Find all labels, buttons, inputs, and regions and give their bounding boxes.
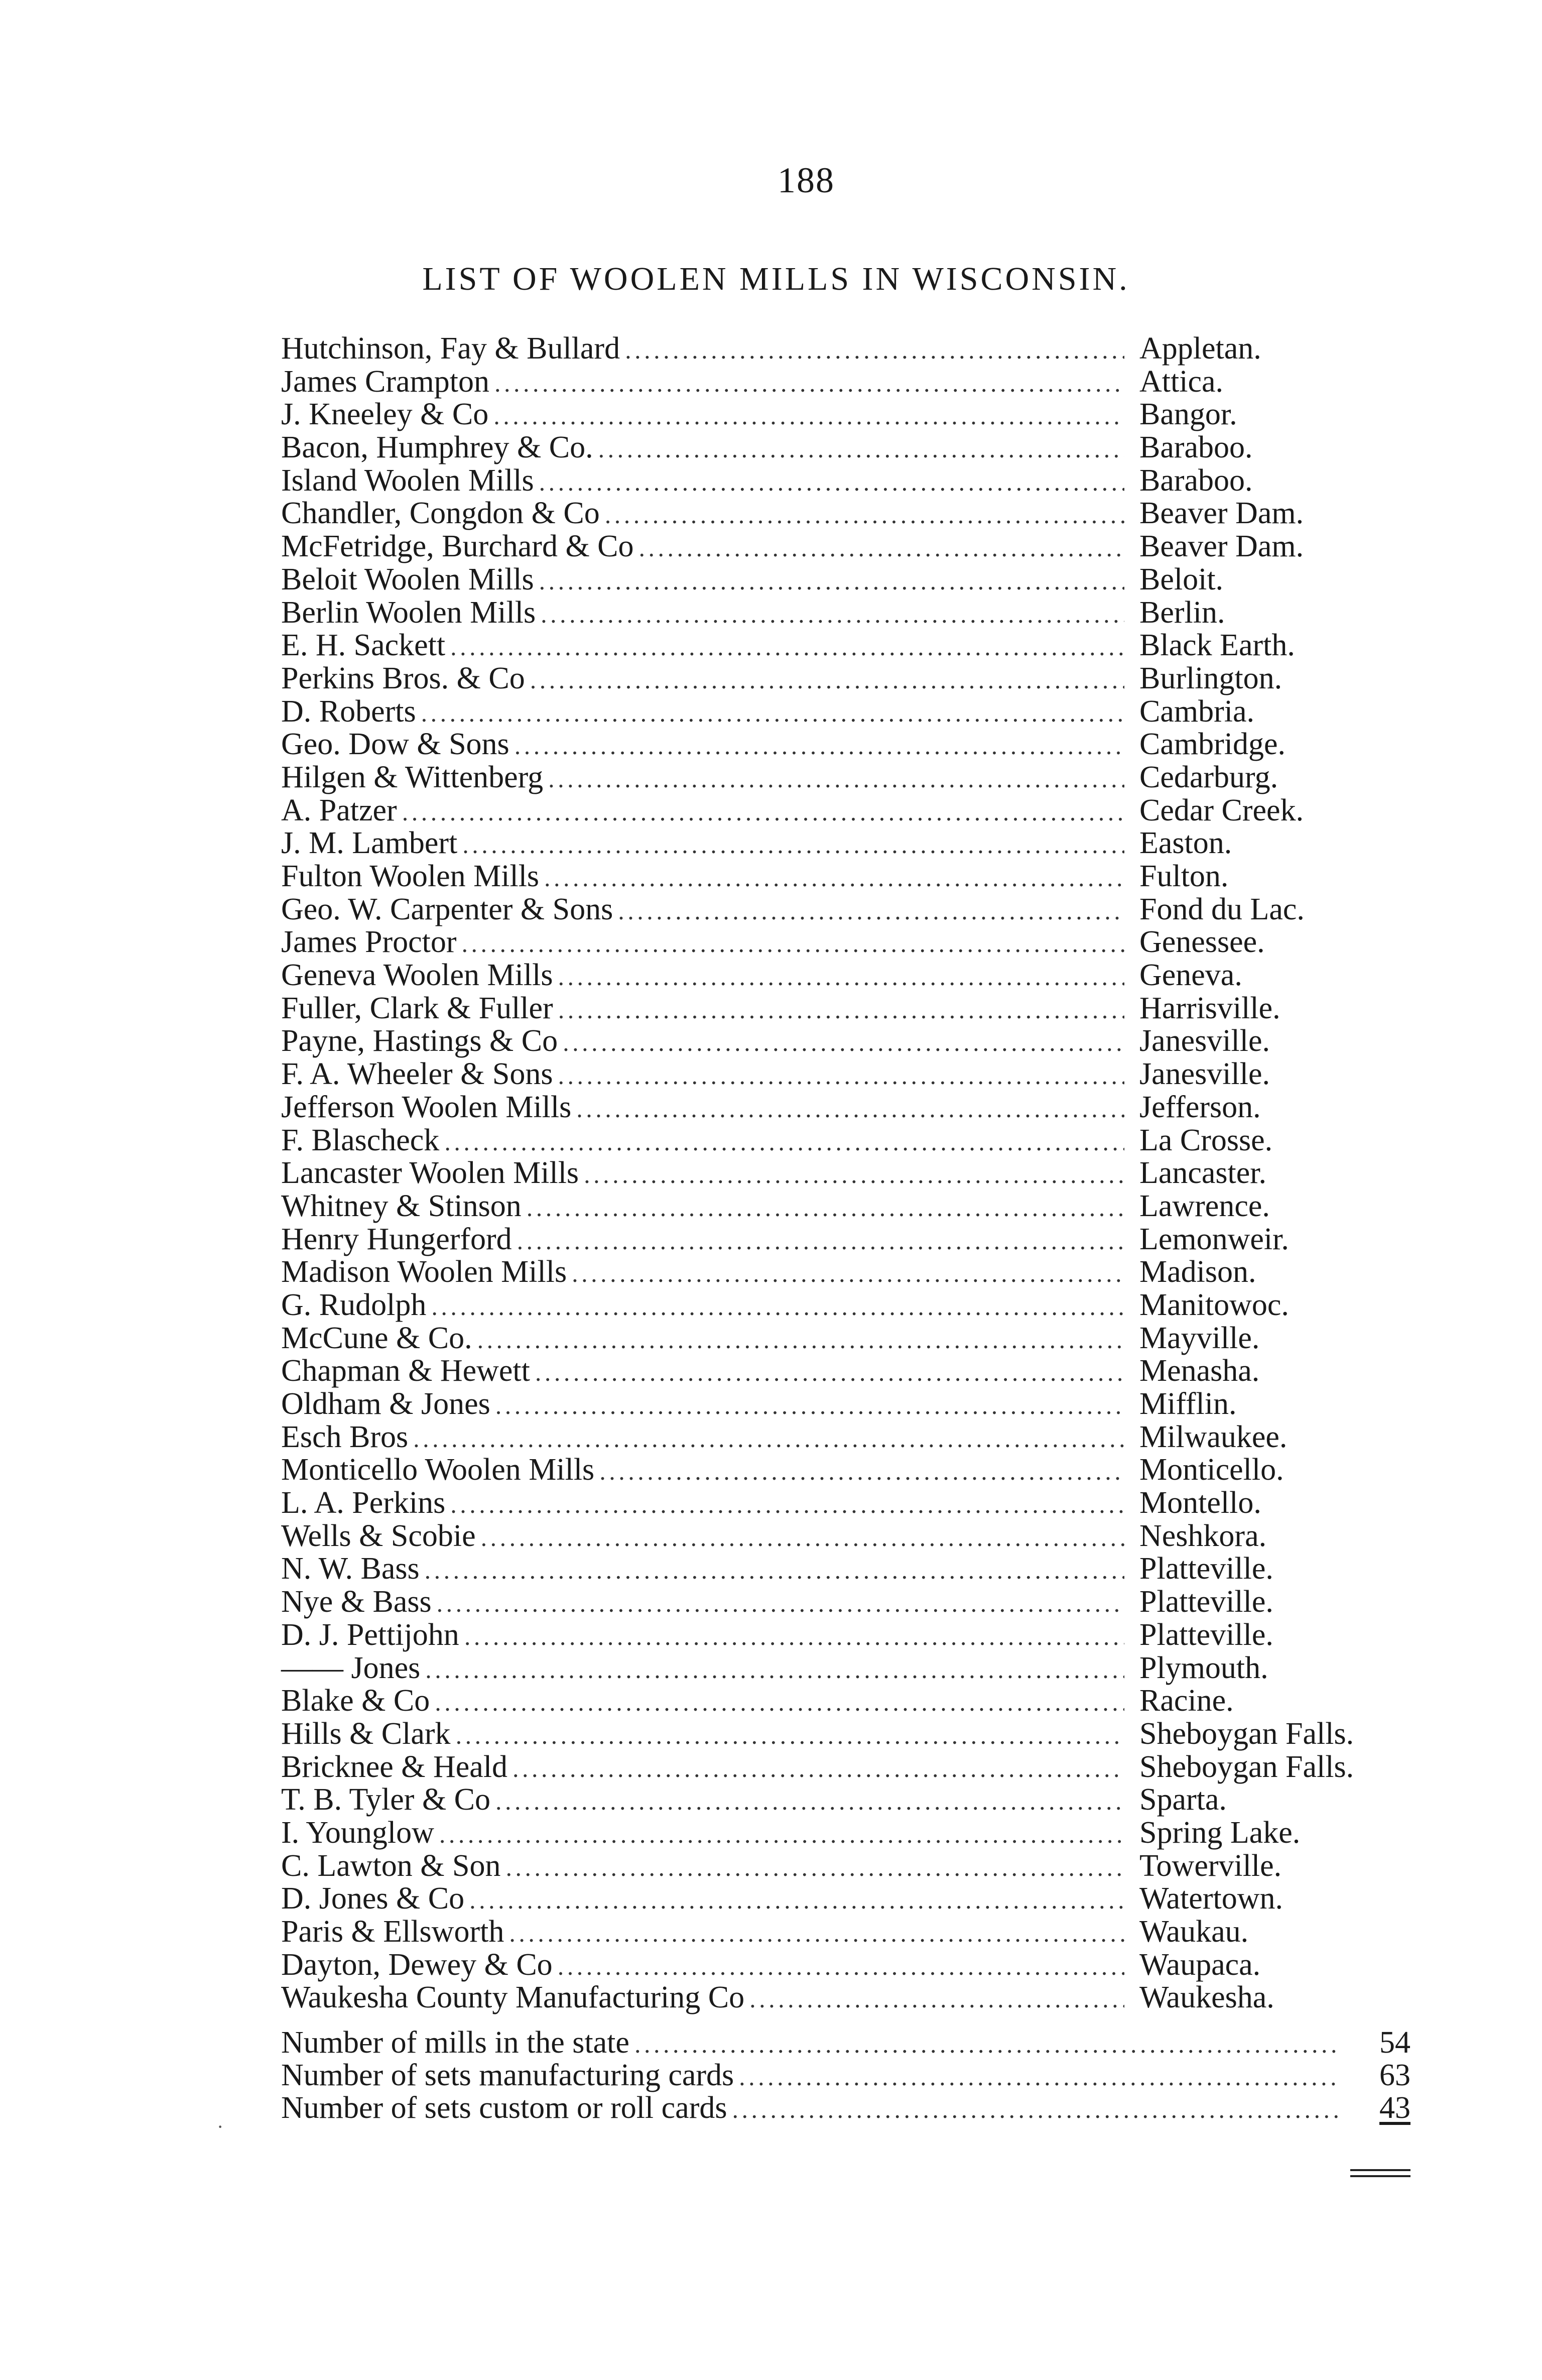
mill-row [281,431,1416,464]
dot-leader [563,1026,1124,1059]
mill-location: Beaver Dam. [1139,496,1304,531]
mill-location: Bangor. [1139,397,1237,432]
mill-name: Bricknee & Heald [281,1749,508,1784]
mill-name: D. J. Pettijohn [281,1617,459,1652]
mill-name: Jefferson Woolen Mills [281,1090,572,1124]
mill-location: Geneva. [1139,958,1242,993]
totals-list [281,2027,1410,2124]
mill-location: Menasha. [1139,1354,1260,1388]
mill-location: Sparta. [1139,1782,1227,1817]
dot-leader [749,1983,1124,2016]
mill-location: Spring Lake. [1139,1815,1301,1850]
mill-location: Harrisville. [1139,991,1280,1025]
mill-row [281,1322,1416,1355]
mill-row [281,926,1416,959]
mill-name: Esch Bros [281,1419,409,1454]
mill-row [281,1652,1416,1685]
mill-name: McFetridge, Burchard & Co [281,529,634,564]
mill-location: Waukau. [1139,1915,1249,1949]
mill-name: Beloit Woolen Mills [281,562,534,597]
mill-row [281,992,1416,1025]
mill-location: Cambridge. [1139,727,1286,762]
mill-row [281,563,1416,597]
total-label: Number of sets custom or roll cards [281,2091,727,2125]
mill-location: Waukesha. [1139,1980,1274,2015]
mill-name: Chandler, Congdon & Co [281,496,600,531]
dot-leader [512,1752,1124,1786]
total-row [281,2092,1410,2124]
mill-location: Mifflin. [1139,1387,1237,1421]
mill-name: Blake & Co [281,1684,430,1718]
mill-row [281,1058,1416,1091]
mill-row [281,1685,1416,1718]
mill-location: Beaver Dam. [1139,529,1304,564]
dot-leader [450,1488,1124,1521]
mill-location: Lawrence. [1139,1188,1270,1223]
mill-row [281,1421,1416,1454]
mill-row [281,530,1416,563]
mill-row [281,1817,1416,1850]
dot-leader [572,1257,1124,1290]
mill-location: Monticello. [1139,1453,1284,1487]
mill-row [281,629,1416,662]
mill-name: C. Lawton & Son [281,1848,501,1883]
dot-leader [739,2061,1340,2093]
mill-location: Manitowoc. [1139,1287,1289,1322]
mill-name: Hills & Clark [281,1716,451,1751]
dot-leader [732,2093,1340,2126]
dot-leader [509,1917,1124,1950]
mill-name: T. B. Tyler & Co [281,1782,491,1817]
dot-leader [421,697,1124,730]
mill-location: Burlington. [1139,661,1282,695]
mills-list [281,332,1416,2014]
mill-row [281,1718,1416,1751]
mill-name: James Proctor [281,925,457,960]
mill-location: Berlin. [1139,595,1225,630]
mill-name: F. A. Wheeler & Sons [281,1057,553,1092]
mill-location: Waupaca. [1139,1947,1261,1982]
dot-leader [558,961,1124,994]
mill-name: Geo. W. Carpenter & Sons [281,892,613,926]
mill-row [281,1520,1416,1553]
mill-row [281,728,1416,761]
mill-location: Neshkora. [1139,1518,1267,1553]
mill-row [281,398,1416,431]
mill-location: Watertown. [1139,1881,1283,1916]
dot-leader [558,994,1124,1027]
mill-location: Fulton. [1139,859,1229,893]
mill-name: Hutchinson, Fay & Bullard [281,331,620,366]
mill-location: Plymouth. [1139,1650,1268,1685]
mill-location: Cambria. [1139,694,1254,729]
mill-location: Easton. [1139,826,1232,861]
dot-leader [539,565,1124,598]
dot-leader [515,730,1124,763]
dot-leader [584,1158,1124,1192]
mill-row [281,1454,1416,1487]
total-label: Number of sets manufacturing cards [281,2058,734,2092]
mill-location: Genessee. [1139,925,1265,960]
mill-name: Berlin Woolen Mills [281,595,536,630]
mill-location: Cedarburg. [1139,760,1278,794]
mill-name: Fulton Woolen Mills [281,859,540,893]
mill-name: Paris & Ellsworth [281,1915,504,1949]
dot-leader [576,1093,1124,1126]
mill-location: Janesville. [1139,1024,1270,1058]
dot-leader [462,927,1124,961]
mill-location: Montello. [1139,1486,1261,1520]
mill-row [281,695,1416,729]
mill-location: Milwaukee. [1139,1419,1288,1454]
mill-name: Monticello Woolen Mills [281,1453,595,1487]
mill-name: F. Blascheck [281,1123,440,1157]
dot-leader [639,532,1124,565]
dot-leader [456,1719,1124,1752]
mill-row [281,366,1416,399]
dot-leader [625,334,1124,367]
dot-leader [462,828,1124,862]
mill-name: J. Kneeley & Co [281,397,489,432]
mill-location: Cedar Creek. [1139,793,1304,827]
mill-row [281,893,1416,926]
total-value: 63 [1379,2058,1410,2092]
dot-leader [444,1126,1124,1159]
mill-name: I. Younglow [281,1815,434,1850]
mill-row [281,1157,1416,1190]
mill-name: Dayton, Dewey & Co [281,1947,553,1982]
mill-name: Waukesha County Manufacturing Co [281,1980,745,2015]
dot-leader [548,763,1124,796]
mill-name: Payne, Hastings & Co [281,1024,558,1058]
mill-name: E. H. Sackett [281,628,446,663]
mill-name: Chapman & Hewett [281,1354,530,1388]
dot-leader [494,367,1124,400]
dot-leader [495,1785,1124,1818]
total-row [281,2027,1410,2059]
mill-row [281,1949,1416,1982]
dot-leader [505,1851,1124,1884]
mill-location: Jefferson. [1139,1090,1261,1124]
dot-leader [477,1324,1124,1357]
double-rule [1350,2169,1410,2177]
page-number: 188 [778,160,835,200]
dot-leader [598,433,1124,466]
mill-row [281,1850,1416,1883]
mill-row [281,332,1416,366]
mill-location: Beloit. [1139,562,1224,597]
mill-name: L. A. Perkins [281,1486,446,1520]
mill-location: Appletan. [1139,331,1261,366]
total-value: 54 [1379,2026,1410,2060]
mill-name: Nye & Bass [281,1585,432,1619]
mill-row [281,1289,1416,1322]
mill-row [281,1124,1416,1157]
dot-leader [431,1290,1124,1324]
mill-name: McCune & Co. [281,1321,472,1355]
mill-row [281,497,1416,530]
mill-name: D. Roberts [281,694,416,729]
mill-location: Attica. [1139,364,1223,399]
mill-row [281,1882,1416,1916]
page-title: LIST OF WOOLEN MILLS IN WISCONSIN. [422,261,1130,297]
mill-row [281,761,1416,794]
dot-leader [435,1686,1124,1719]
mill-name: D. Jones & Co [281,1881,465,1916]
mill-location: Lancaster. [1139,1156,1267,1191]
mill-name: —— Jones [281,1650,421,1685]
dot-leader [535,1356,1124,1389]
mill-location: La Crosse. [1139,1123,1273,1157]
mill-name: Geo. Dow & Sons [281,727,509,762]
dot-leader [402,796,1124,829]
mill-name: Wells & Scobie [281,1518,476,1553]
mill-row [281,1751,1416,1784]
dot-leader [618,895,1124,928]
mill-row [281,1025,1416,1058]
dot-leader [493,400,1124,433]
dot-leader [450,631,1124,664]
mill-name: Bacon, Humphrey & Co. [281,430,593,465]
dot-leader [605,499,1124,532]
dot-leader [541,598,1124,631]
mill-name: Perkins Bros. & Co [281,661,525,695]
mill-row [281,1223,1416,1256]
mill-name: Whitney & Stinson [281,1188,522,1223]
total-row [281,2059,1410,2092]
total-label: Number of mills in the state [281,2026,629,2060]
mill-row [281,464,1416,498]
mill-name: Hilgen & Wittenberg [281,760,544,794]
mill-location: Mayville. [1139,1321,1260,1355]
mill-row [281,1981,1416,2014]
total-value: 43 [1379,2091,1410,2125]
mill-location: Sheboygan Falls. [1139,1716,1354,1751]
mill-row [281,1355,1416,1388]
dot-leader [437,1587,1124,1620]
mill-name: Island Woolen Mills [281,463,534,498]
mill-location: Sheboygan Falls. [1139,1749,1354,1784]
mill-name: Fuller, Clark & Fuller [281,991,553,1025]
dot-leader [544,862,1124,895]
mill-row [281,860,1416,893]
mill-name: A. Patzer [281,793,397,827]
mill-row [281,1916,1416,1949]
dot-leader [439,1818,1124,1851]
mill-row [281,1783,1416,1817]
mill-name: Henry Hungerford [281,1222,512,1256]
mill-name: G. Rudolph [281,1287,427,1322]
dot-leader [413,1422,1124,1456]
mill-name: Oldham & Jones [281,1387,490,1421]
mill-row [281,1256,1416,1289]
mill-location: Platteville. [1139,1617,1273,1652]
mill-row [281,1190,1416,1223]
dot-leader [425,1554,1124,1587]
dot-leader [464,1620,1124,1653]
dot-leader [539,466,1124,499]
mill-row [281,1487,1416,1520]
dot-leader [481,1521,1124,1555]
dot-leader [530,664,1124,697]
mill-name: J. M. Lambert [281,826,458,861]
dot-leader [599,1455,1124,1488]
mill-name: Lancaster Woolen Mills [281,1156,579,1191]
mill-row [281,1388,1416,1421]
mill-name: Madison Woolen Mills [281,1255,567,1289]
dot-leader [425,1653,1124,1687]
mill-location: Lemonweir. [1139,1222,1289,1256]
stray-mark: · [217,2115,224,2138]
mill-location: Janesville. [1139,1057,1270,1092]
dot-leader [558,1950,1124,1983]
mill-name: James Crampton [281,364,489,399]
dot-leader [527,1192,1124,1225]
dot-leader [495,1389,1124,1422]
dot-leader [469,1884,1124,1917]
mill-location: Baraboo. [1139,430,1253,465]
mill-location: Racine. [1139,1684,1234,1718]
mill-name: N. W. Bass [281,1552,420,1586]
mill-row [281,827,1416,860]
mill-row [281,1553,1416,1586]
mill-row [281,959,1416,992]
mill-location: Black Earth. [1139,628,1295,663]
mill-location: Platteville. [1139,1552,1273,1586]
mill-row [281,597,1416,630]
mill-location: Fond du Lac. [1139,892,1305,926]
dot-leader [517,1225,1124,1258]
dot-leader [634,2028,1340,2061]
mill-name: Geneva Woolen Mills [281,958,553,993]
mill-row [281,1619,1416,1652]
mill-row [281,1586,1416,1619]
mill-location: Platteville. [1139,1585,1273,1619]
dot-leader [558,1059,1124,1093]
mill-location: Towerville. [1139,1848,1282,1883]
mill-row [281,794,1416,827]
mill-row [281,662,1416,695]
mill-location: Madison. [1139,1255,1256,1289]
mill-location: Baraboo. [1139,463,1253,498]
mill-row [281,1091,1416,1124]
